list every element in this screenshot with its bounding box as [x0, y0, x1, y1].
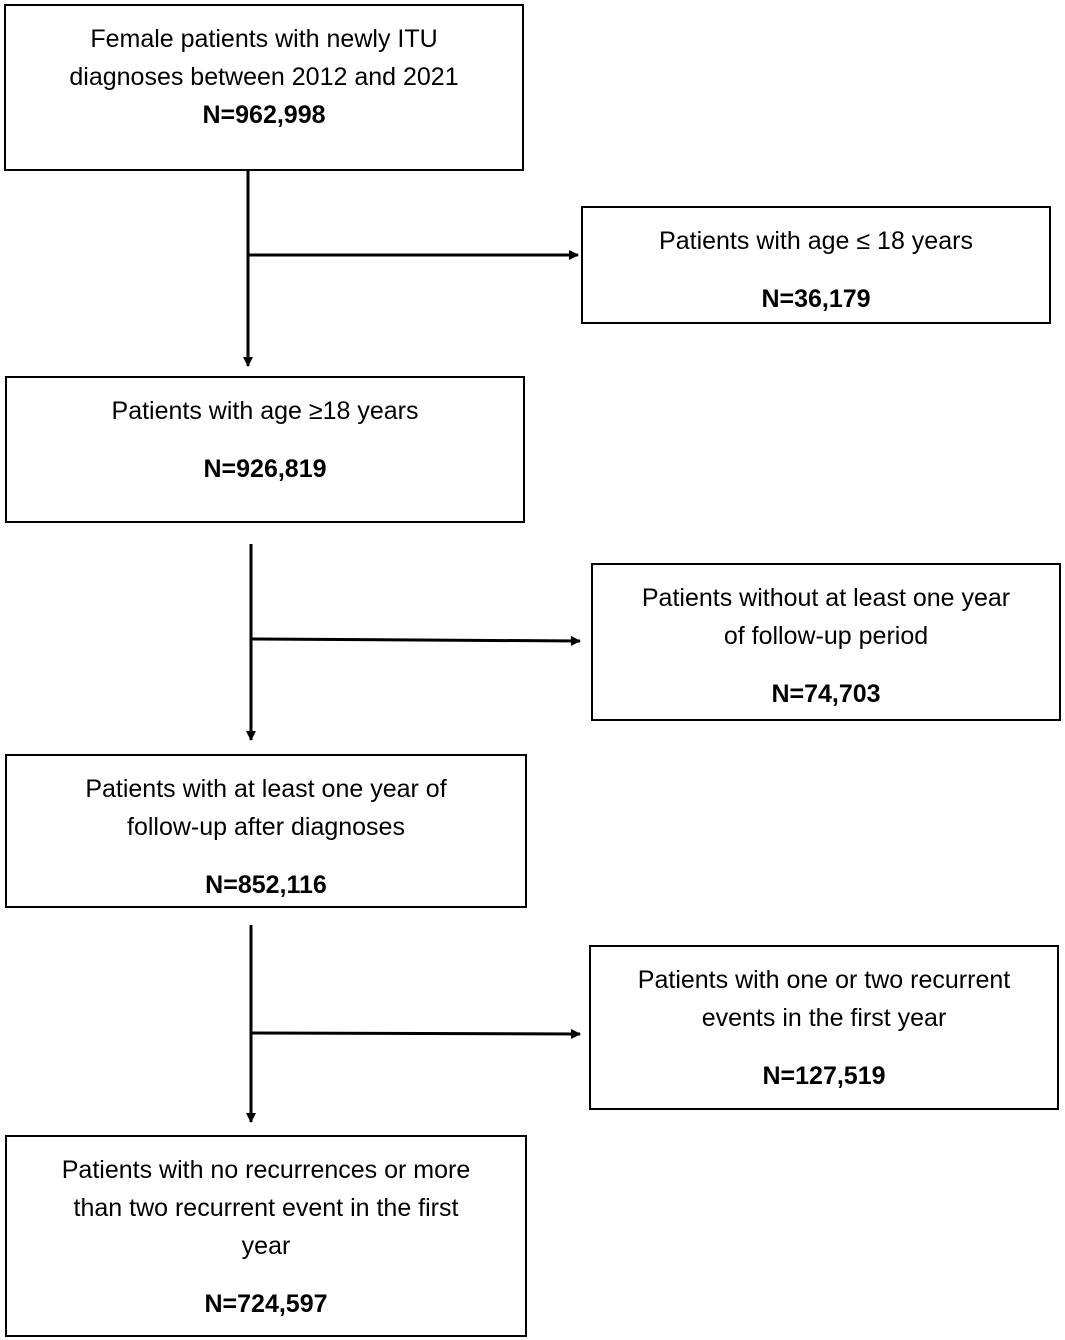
main-box-label: Patients with no recurrences or more than two recurrent event in the first year — [61, 1156, 471, 1260]
excluded-box-label: Patients with age ≤ 18 years — [659, 227, 973, 255]
main-box-count: N=926,819 — [203, 455, 327, 483]
excluded-box-count: N=127,519 — [762, 1062, 886, 1090]
main-box-label: Patients with at least one year of follow-up after diagnoses — [85, 775, 447, 841]
main-box-final-cohort — [5, 1135, 527, 1337]
excluded-box-recurrent-events — [589, 945, 1059, 1110]
excluded-box-no-followup — [591, 563, 1061, 721]
main-box-initial-cohort — [4, 4, 524, 171]
excluded-box-label: Patients without at least one year of follow-up period — [641, 584, 1011, 650]
main-box-followup — [5, 754, 527, 908]
main-box-count: N=852,116 — [205, 871, 327, 899]
horizontal-arrow-2 — [251, 639, 580, 641]
excluded-box-count: N=74,703 — [771, 680, 881, 708]
excluded-box-count: N=36,179 — [761, 285, 871, 313]
main-box-count: N=962,998 — [202, 101, 326, 129]
main-box-adults — [5, 376, 525, 523]
horizontal-arrow-3 — [251, 1033, 580, 1034]
main-box-count: N=724,597 — [204, 1290, 328, 1318]
excluded-box-label: Patients with one or two recurrent events in the first year — [637, 966, 1011, 1032]
main-box-label: Female patients with newly ITU diagnoses between 2012 and 2021 — [69, 25, 459, 91]
main-box-label: Patients with age ≥18 years — [111, 397, 419, 425]
excluded-box-under-18 — [581, 206, 1051, 324]
